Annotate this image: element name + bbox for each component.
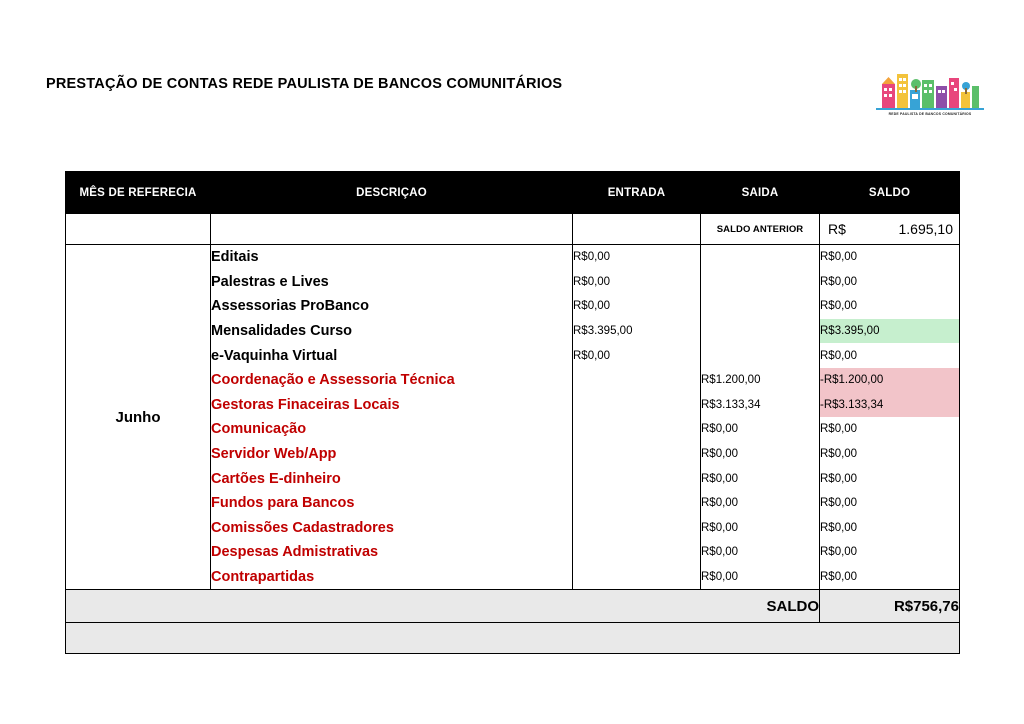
row-saldo: R$0,00	[820, 491, 960, 516]
row-saldo: R$0,00	[820, 466, 960, 491]
header-descricao: DESCRIÇAO	[211, 172, 573, 214]
row-saldo: R$0,00	[820, 294, 960, 319]
total-row	[66, 590, 960, 623]
row-description: Cartões E-dinheiro	[211, 466, 573, 491]
prev-balance-blank-desc	[211, 214, 573, 245]
row-description: Assessorias ProBanco	[211, 294, 573, 319]
row-description: Coordenação e Assessoria Técnica	[211, 368, 573, 393]
row-description: Fundos para Bancos	[211, 491, 573, 516]
previous-balance-value	[820, 214, 960, 245]
row-saida	[701, 294, 820, 319]
header-entrada: ENTRADA	[573, 172, 701, 214]
row-entrada: R$0,00	[573, 270, 701, 295]
row-saldo: R$0,00	[820, 442, 960, 467]
row-entrada	[573, 516, 701, 541]
total-label: SALDO	[66, 590, 820, 623]
row-description: Editais	[211, 245, 573, 270]
row-description: Servidor Web/App	[211, 442, 573, 467]
row-saida: R$0,00	[701, 540, 820, 565]
row-saida: R$0,00	[701, 466, 820, 491]
header-saida: SAIDA	[701, 172, 820, 214]
row-saida: R$3.133,34	[701, 393, 820, 418]
row-entrada	[573, 565, 701, 590]
currency-symbol: R$	[828, 221, 846, 237]
row-saida: R$1.200,00	[701, 368, 820, 393]
month-cell: Junho	[66, 245, 211, 590]
page-title: PRESTAÇÃO DE CONTAS REDE PAULISTA DE BANCOS COMUNITÁRIOS	[46, 76, 563, 92]
row-entrada: R$3.395,00	[573, 319, 701, 344]
row-saldo: R$0,00	[820, 565, 960, 590]
row-saldo: R$0,00	[820, 516, 960, 541]
row-entrada	[573, 393, 701, 418]
row-entrada: R$0,00	[573, 343, 701, 368]
footer-filler-cell	[66, 623, 960, 654]
row-saldo: R$0,00	[820, 540, 960, 565]
row-description: Gestoras Finaceiras Locais	[211, 393, 573, 418]
row-saldo: R$0,00	[820, 417, 960, 442]
row-description: Comunicação	[211, 417, 573, 442]
row-saldo: R$0,00	[820, 245, 960, 270]
row-saldo: R$0,00	[820, 270, 960, 295]
row-saldo: R$3.395,00	[820, 319, 960, 344]
footer-filler-row	[66, 623, 960, 654]
prev-balance-blank-mes	[66, 214, 211, 245]
row-saida	[701, 270, 820, 295]
row-entrada	[573, 466, 701, 491]
row-description: Comissões Cadastradores	[211, 516, 573, 541]
row-entrada: R$0,00	[573, 245, 701, 270]
row-entrada	[573, 442, 701, 467]
previous-balance-row	[66, 214, 960, 245]
row-saida: R$0,00	[701, 417, 820, 442]
row-entrada	[573, 368, 701, 393]
row-entrada	[573, 491, 701, 516]
row-saldo: -R$1.200,00	[820, 368, 960, 393]
logo-caption: REDE PAULISTA DE BANCOS COMUNITÁRIOS	[888, 112, 972, 116]
row-description: Despesas Admistrativas	[211, 540, 573, 565]
row-saida: R$0,00	[701, 491, 820, 516]
previous-balance-label: SALDO ANTERIOR	[701, 214, 820, 245]
row-saida	[701, 319, 820, 344]
row-saida	[701, 245, 820, 270]
table-body	[66, 214, 960, 654]
row-entrada: R$0,00	[573, 294, 701, 319]
row-description: Contrapartidas	[211, 565, 573, 590]
row-saida: R$0,00	[701, 442, 820, 467]
table-header-row	[66, 172, 960, 214]
table-row	[66, 245, 960, 270]
row-saida: R$0,00	[701, 516, 820, 541]
rede-paulista-logo	[876, 60, 984, 126]
row-saldo: -R$3.133,34	[820, 393, 960, 418]
row-description: e-Vaquinha Virtual	[211, 343, 573, 368]
row-entrada	[573, 540, 701, 565]
prev-balance-blank-entrada	[573, 214, 701, 245]
row-description: Mensalidades Curso	[211, 319, 573, 344]
row-saida: R$0,00	[701, 565, 820, 590]
accounts-table-container	[65, 171, 959, 654]
logo-graphic	[876, 60, 984, 116]
previous-balance-number: 1.695,10	[898, 221, 953, 237]
row-saida	[701, 343, 820, 368]
header-mes-de-referencia: MÊS DE REFERECIA	[66, 172, 211, 214]
row-description: Palestras e Lives	[211, 270, 573, 295]
row-saldo: R$0,00	[820, 343, 960, 368]
header-saldo: SALDO	[820, 172, 960, 214]
accounts-table	[65, 171, 960, 654]
total-value: R$756,76	[820, 590, 960, 623]
row-entrada	[573, 417, 701, 442]
